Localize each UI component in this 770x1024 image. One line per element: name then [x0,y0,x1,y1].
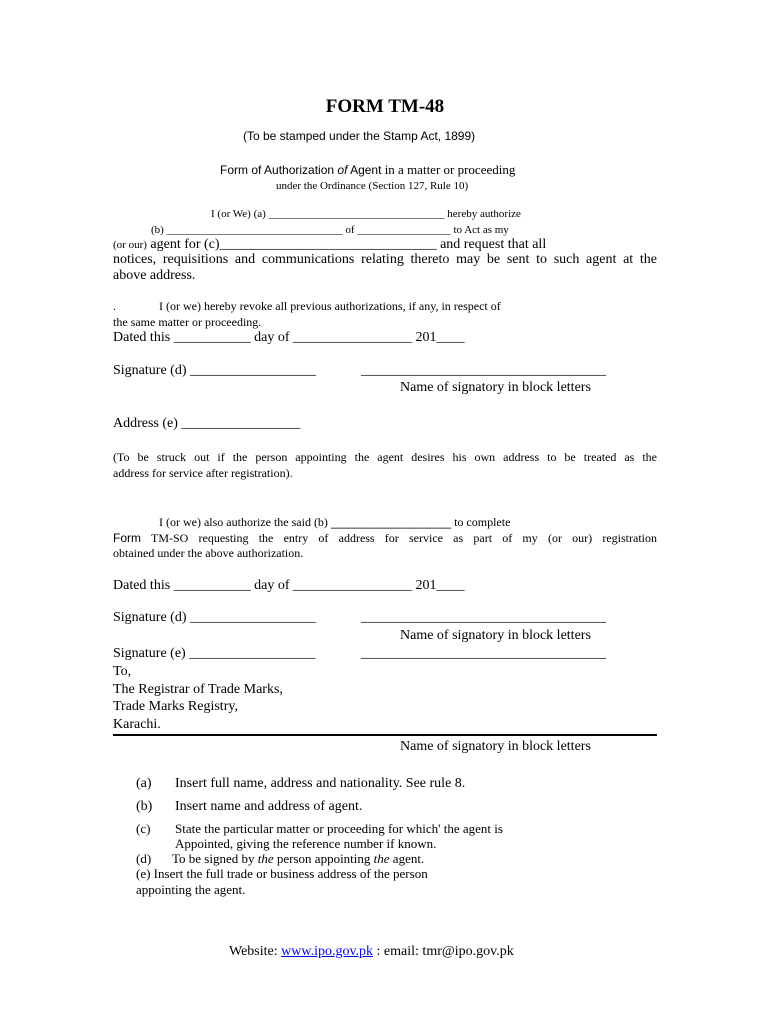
to-line-4: Karachi. [113,717,161,732]
footer-website-label: Website: [229,944,282,959]
heading-part-b: Agent [347,163,382,177]
signatory-name-blank-3: ___________________________________ [361,646,606,661]
website-link[interactable]: www.ipo.gov.pk [281,944,374,959]
note-d-the-2: the [373,851,390,866]
auth-or-our: (or our) [113,239,147,251]
signature-d-field-2: Signature (d) __________________ [113,610,316,625]
note-c-label: (c) [136,821,151,836]
to-line-3: Trade Marks Registry, [113,699,238,714]
also-line-2-rest: TM-SO requesting the entry of address for service as part of my (or our) registration [141,531,657,545]
form-title: FORM TM-48 [325,96,445,117]
signatory-name-caption-2: Name of signatory in block letters [400,628,591,643]
also-line-1-c: to complete [451,515,511,529]
auth-line-4: notices, requisitions and communications relating thereto may be sent to such agent at the [113,252,657,267]
note-d-the-1: the [257,851,274,866]
form-heading [220,163,515,178]
form-heading-sub: under the Ordinance (Section 127, Rule 10) [276,180,469,192]
struck-line-1: (To be struck out if the person appointing the agent desires his own address to be treated as the [113,450,657,464]
auth-line-5: above address. [113,268,196,283]
note-c-text-1: State the particular matter or proceeding for which' the agent is [175,821,503,836]
address-field: Address (e) _________________ [113,416,301,431]
note-d-part-c: agent. [389,851,425,866]
also-line-3: obtained under the above authorization. [113,546,304,560]
also-line-1-blank: __________________ [330,515,452,529]
signatory-name-blank-2: ___________________________________ [361,610,606,625]
auth-line-2: (b) ________________________________ of _________________ to Act as my [151,224,509,236]
also-line-2 [113,532,657,546]
to-line-1: To, [113,664,132,679]
auth-line-3 [113,237,546,253]
form-subtitle: (To be stamped under the Stamp Act, 1899) [243,129,476,143]
auth-line-1: I (or We) (a) ________________________________ hereby authorize [211,208,521,220]
note-d-label: (d) [136,851,152,866]
note-c-text-2: Appointed, giving the reference number if known. [175,836,437,851]
note-e-line-1: (e) Insert the full trade or business address of the person [136,866,428,881]
dated-line-2: Dated this ___________ day of _________________ 201____ [113,578,465,593]
heading-part-c: in a matter or proceeding [381,162,516,177]
also-line-1 [159,516,510,530]
note-b-text: Insert name and address of agent. [175,799,363,814]
heading-of: of [337,163,348,177]
horizontal-rule [113,734,657,736]
note-d-part-a: To be signed by [172,851,258,866]
dated-line-1: Dated this ___________ day of _________________ 201____ [113,330,465,345]
signatory-name-caption-1: Name of signatory in block letters [400,380,591,395]
revoke-line-2: the same matter or proceeding. [113,315,262,329]
struck-line-2: address for service after registration). [113,466,293,480]
signatory-name-caption-3: Name of signatory in block letters [400,739,591,754]
also-form-word: Form [113,531,141,545]
footer [229,944,514,960]
signatory-name-blank-1: ___________________________________ [361,363,606,378]
auth-agent-for: agent for (c)_______________________________ and request that all [146,237,547,252]
signature-e-field: Signature (e) __________________ [113,646,316,661]
note-d-text [172,852,424,867]
note-a-text: Insert full name, address and nationality. See rule 8. [175,776,466,791]
also-line-1-a: I (or we) also authorize the said (b) [159,515,331,529]
note-e-line-2: appointing the agent. [136,882,246,897]
heading-part-a: Form of Authorization [220,163,338,177]
note-b-label: (b) [136,799,153,814]
signature-d-field-1: Signature (d) __________________ [113,363,316,378]
footer-email: : email: tmr@ipo.gov.pk [373,944,514,959]
to-line-2: The Registrar of Trade Marks, [113,682,283,697]
note-a-label: (a) [136,776,152,791]
revoke-dot: . [113,299,116,313]
revoke-line-1: I (or we) hereby revoke all previous authorizations, if any, in respect of [159,299,501,313]
note-d-part-b: person appointing [273,851,374,866]
